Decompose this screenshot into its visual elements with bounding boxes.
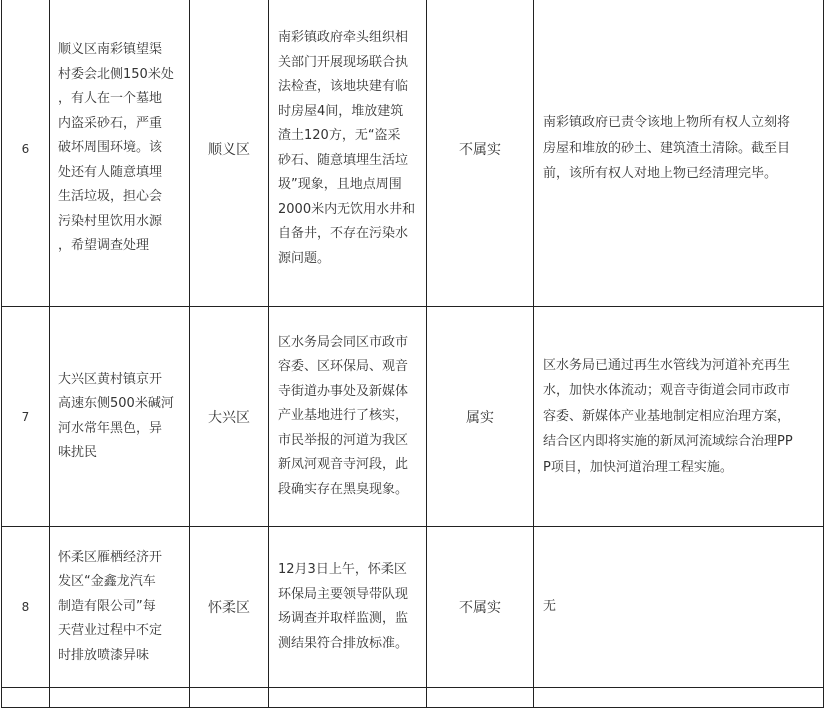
complaint-content: 怀柔区雁栖经济开 发区“金鑫龙汽车 制造有限公司”每 天营业过程中不定 时排放喷漆异味 <box>50 527 190 688</box>
row-number: 6 <box>2 0 50 307</box>
district: 大兴区 <box>190 307 269 527</box>
verification-result: 属实 <box>427 307 534 527</box>
complaint-content: 大兴区黄村镇京开 高速东侧500米碱河 河水常年黑色，异 味扰民 <box>50 307 190 527</box>
table-row <box>2 527 824 688</box>
table-row <box>2 0 824 307</box>
verification-result: 不属实 <box>427 527 534 688</box>
verification-details: 12月3日上午，怀柔区 环保局主要领导带队现 场调查并取样监测，监 测结果符合排放标准。 <box>269 527 427 688</box>
table-row-partial <box>2 688 824 708</box>
empty-cell <box>427 688 534 708</box>
complaint-table <box>1 0 824 708</box>
verification-details: 区水务局会同区市政市 容委、区环保局、观音 寺街道办事处及新媒体 产业基地进行了核实， 市民举报的河道为我区 新凤河观音寺河段，此 段确实存在黑臭现象。 <box>269 307 427 527</box>
verification-details: 南彩镇政府牵头组织相 关部门开展现场联合执 法检查，该地块建有临 时房屋4间，堆放建筑 渣土120方，无“盗采 砂石、随意填埋生活垃 圾”现象，且地点周围 2000米内无饮用水井和 自备井，不存在污染水 源问题。 <box>269 0 427 307</box>
handling-action: 南彩镇政府已责令该地上物所有权人立刻将 房屋和堆放的砂土、建筑渣土清除。截至目 前，该所有权人对地上物已经清理完毕。 <box>534 0 824 307</box>
empty-cell <box>190 688 269 708</box>
empty-cell <box>534 688 824 708</box>
empty-cell <box>2 688 50 708</box>
empty-cell <box>269 688 427 708</box>
handling-action: 无 <box>534 527 824 688</box>
row-number: 7 <box>2 307 50 527</box>
district: 顺义区 <box>190 0 269 307</box>
table-row <box>2 307 824 527</box>
complaint-content: 顺义区南彩镇望渠 村委会北侧150米处 ，有人在一个墓地 内盗采砂石，严重 破坏周围环境。该 处还有人随意填埋 生活垃圾，担心会 污染村里饮用水源 ，希望调查处理 <box>50 0 190 307</box>
verification-result: 不属实 <box>427 0 534 307</box>
row-number: 8 <box>2 527 50 688</box>
handling-action: 区水务局已通过再生水管线为河道补充再生 水，加快水体流动；观音寺街道会同市政市 容委、新媒体产业基地制定相应治理方案， 结合区内即将实施的新凤河流域综合治理PP P项目，加快河道治理工程实施。 <box>534 307 824 527</box>
empty-cell <box>50 688 190 708</box>
district: 怀柔区 <box>190 527 269 688</box>
